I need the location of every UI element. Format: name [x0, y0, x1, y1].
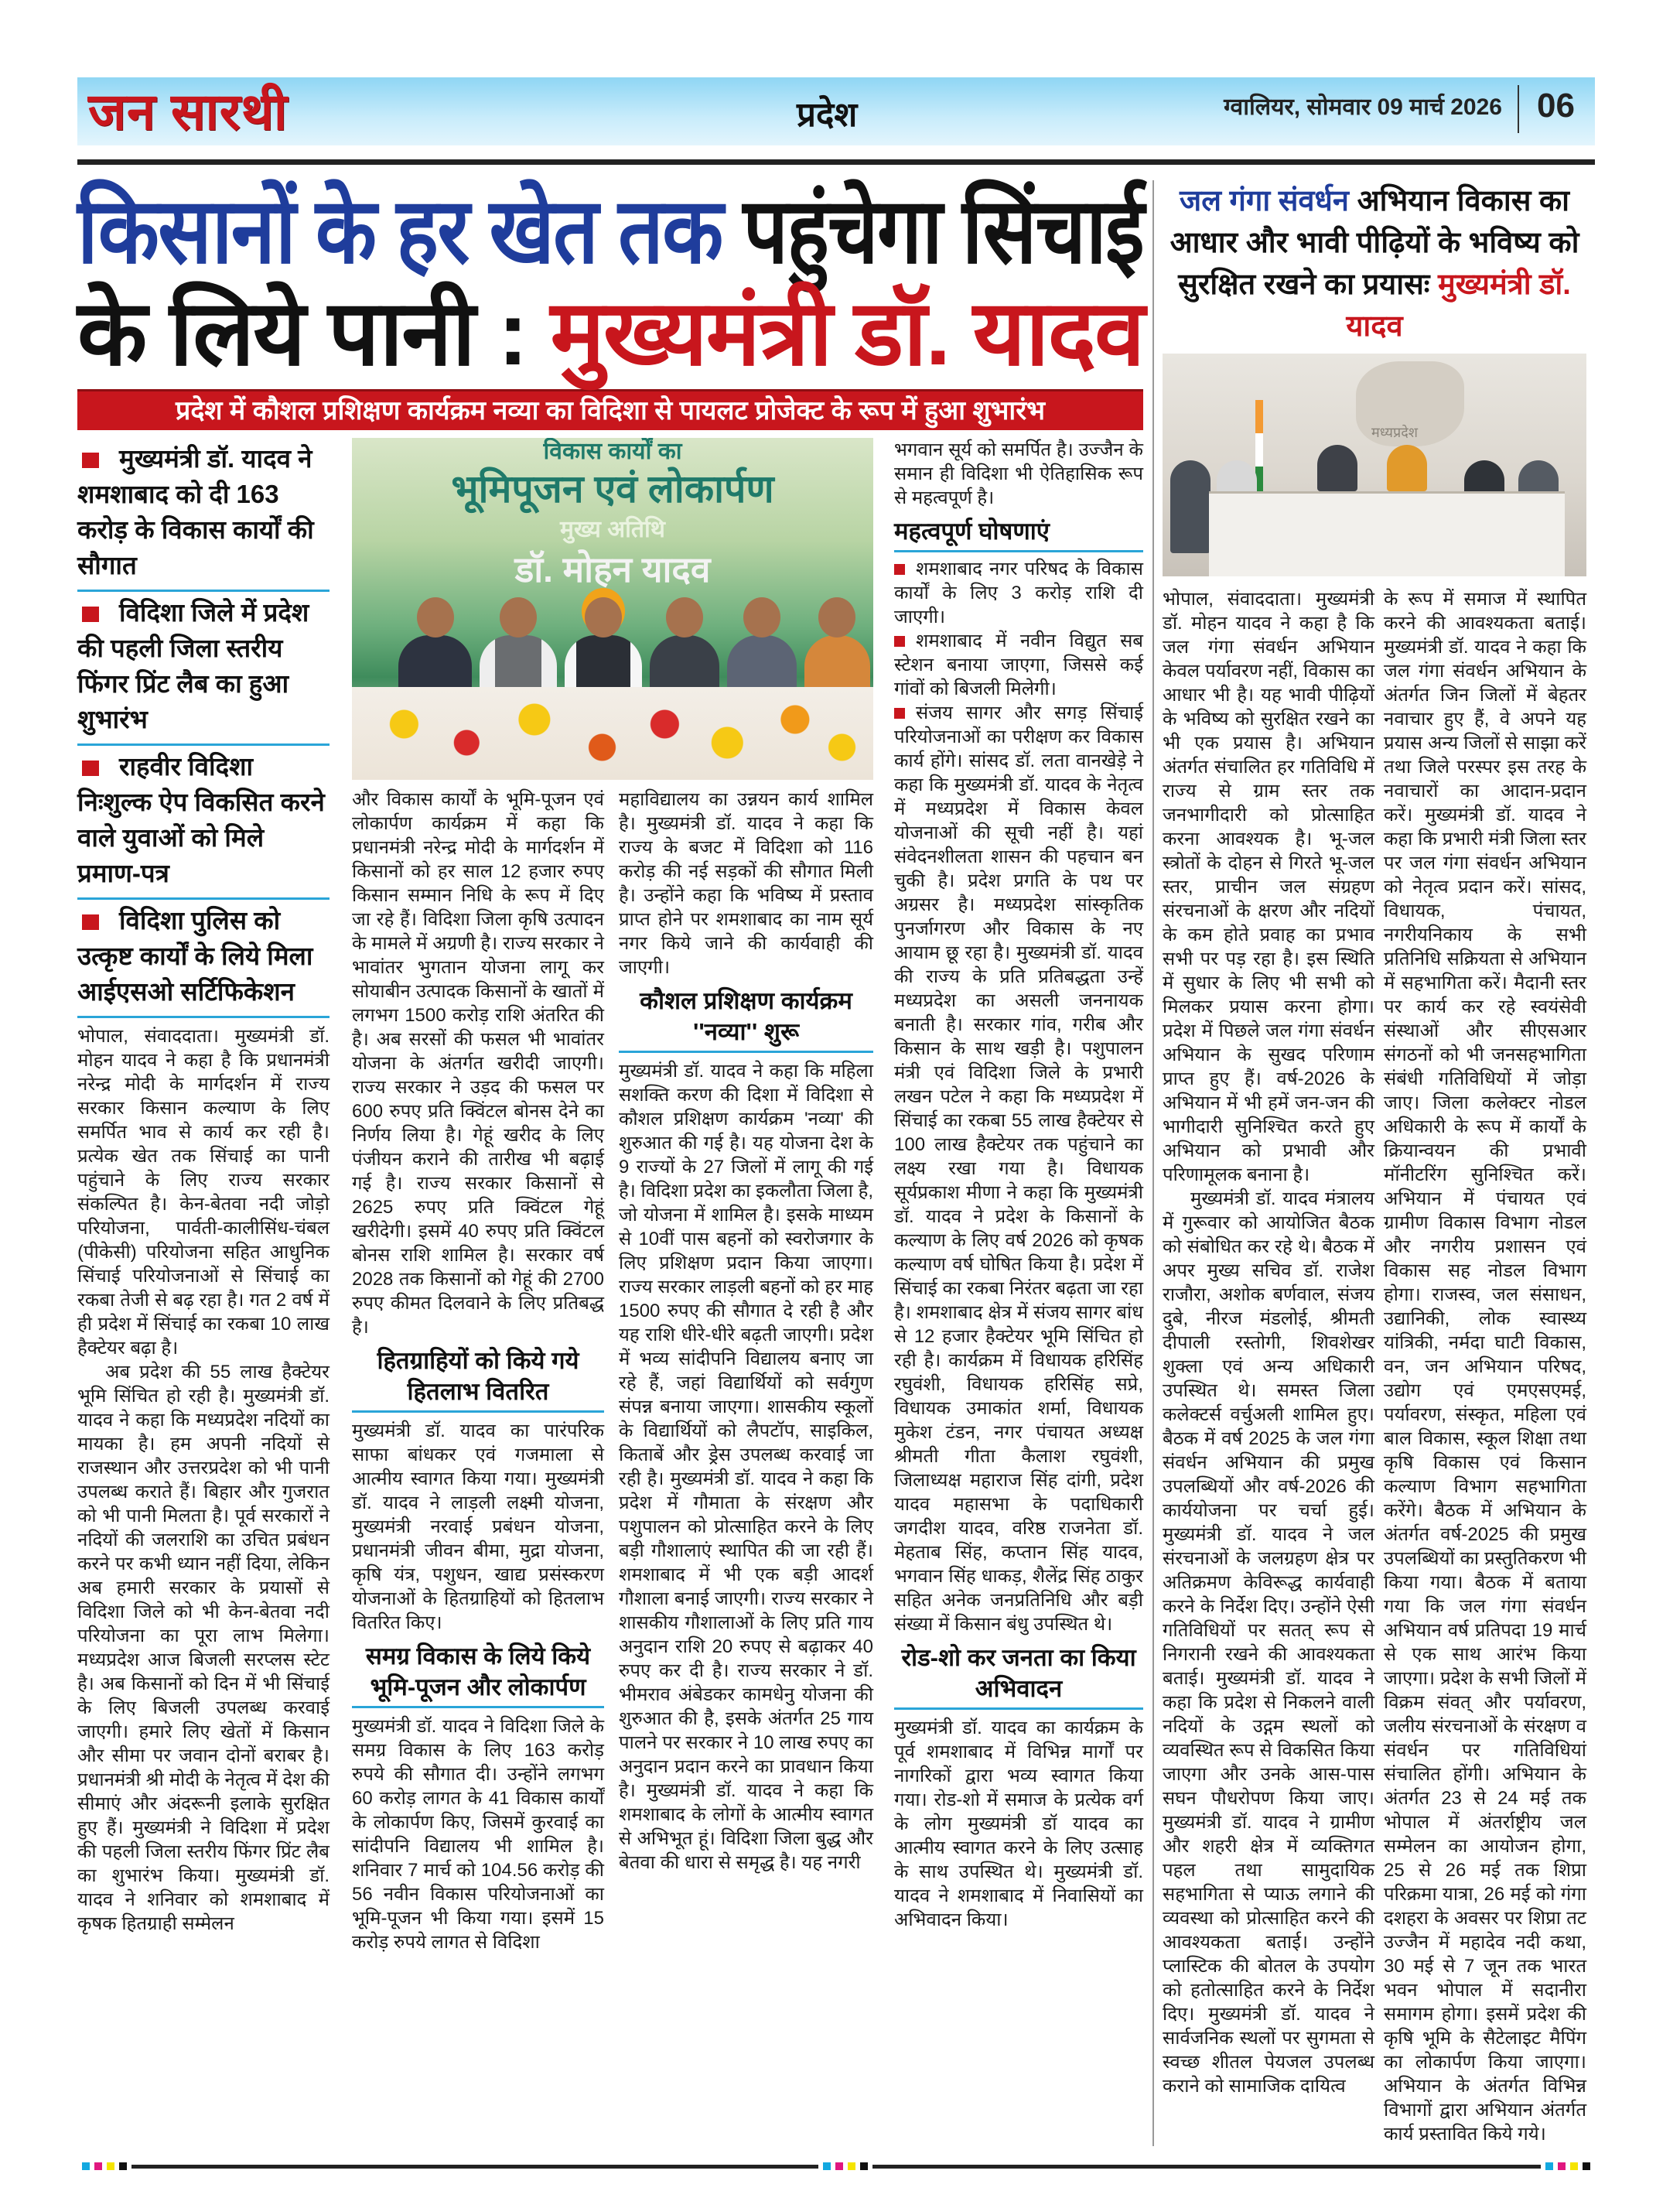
article-column-3 — [619, 788, 873, 1875]
subheading: कौशल प्रशिक्षण कार्यक्रम ''नव्या'' शुरू — [619, 986, 873, 1053]
headline-line-1 — [77, 180, 1143, 282]
flower-decoration — [352, 687, 873, 780]
black-mark — [119, 2162, 127, 2170]
column-divider — [1152, 180, 1154, 2146]
cyan-mark — [82, 2162, 90, 2170]
announcement-text: शमशाबाद में नवीन विद्युत सब स्टेशन बनाया जाएगा, जिससे कई गांवों को बिजली मिलेगी। — [894, 631, 1143, 699]
bullet-square-icon — [82, 761, 99, 776]
announcement-item — [894, 557, 1143, 629]
meeting-photo — [1163, 354, 1586, 576]
highlights-box — [77, 438, 330, 1018]
person-head-turban — [585, 597, 622, 637]
bullet-square-icon — [894, 708, 905, 719]
banner-text: प्रदेश में कौशल प्रशिक्षण कार्यक्रम नव्या का विदिशा से पायलट प्रोजेक्ट के रूप में हुआ शुभारंभ — [175, 396, 1046, 426]
article-paragraph: मुख्यमंत्री डॉ. यादव ने कहा कि महिला सशक्ति करण की दिशा में विदिशा से कौशल प्रशिक्षण कार्यक्रम 'नव्या' की शुरुआत की गई है। यह योजना देश के 9 राज्यों के 27 जिलों में लागू की गई है। विदिशा प्रदेश का इकलौता जिला है, जो योजना में शामिल है। इसके माध्यम से 10वीं पास बहनों को स्वरोजगार के लिए प्रशिक्षण प्रदान किया जाएगा। राज्य सरकार लाड़ली बहनों को हर माह 1500 रुपए की सौगात दे रही है और यह राशि धीरे-धीरे बढ़ती जाएगी। प्रदेश में भव्य सांदीपनि विद्यालय बनाए जा रहे हैं, जहां विद्यार्थियों को सर्वगुण संपन्न बनाया जाएगा। शासकीय स्कूलों के विद्यार्थियों को लैपटॉप, साइकिल, किताबें और ड्रेस उपलब्ध करवाई जा रही है। मुख्यमंत्री डॉ. यादव ने कहा कि प्रदेश में गौमाता के संरक्षण और पशुपालन को प्रोत्साहित करने के लिए बड़ी गौशालाएं स्थापित की जा रही हैं। शमशाबाद में भी एक बड़ी आदर्श गौशाला बनाई जाएगी। राज्य सरकार ने शासकीय गौशालाओं के लिए प्रति गाय अनुदान राशि 20 रुपए से बढ़ाकर 40 रुपए कर दी है। राज्य सरकार ने डॉ. भीमराव अंबेडकर कामधेनु योजना की शुरुआत की है, इसके अंतर्गत 25 गाय पालने पर सरकार ने 10 लाख रुपए का अनुदान प्रदान करने का प्रावधान किया है। मुख्यमंत्री डॉ. यादव ने कहा कि शमशाबाद के लोगों के आत्मीय स्वागत से अभिभूत हूं। विदिशा जिला बुद्ध और बेतवा की धारा से समृद्ध है। यह नगरी — [619, 1061, 873, 1873]
bullet-square-icon — [82, 453, 99, 468]
headline-line-2 — [77, 282, 1143, 385]
page-number: 06 — [1537, 87, 1575, 125]
red-banner-strapline — [77, 389, 1143, 430]
bullet-square-icon — [894, 564, 905, 575]
photo-backdrop-text: डॉ. मोहन यादव — [514, 549, 711, 590]
announcement-text: शमशाबाद नगर परिषद के विकास कार्यों के लिए 3 करोड़ राशि दी जाएगी। — [894, 559, 1143, 627]
person-figure — [1317, 445, 1357, 491]
article-column-4 — [894, 438, 1143, 1932]
headline-part-black: पहुंचेगा सिंचाई — [743, 180, 1143, 282]
lead-story-body — [77, 438, 1143, 1954]
registration-marks — [818, 2162, 872, 2170]
top-rule — [77, 159, 1595, 165]
article-paragraph: भोपाल, संवाददाता। मुख्यमंत्री डॉ. मोहन यादव ने कहा है कि जल गंगा संवर्धन अभियान केवल पर्यावरण नहीं, विकास का आधार भी है। यह भावी पीढ़ियों के भविष्य को सुरक्षित रखने का भी एक प्रयास है। अभियान अंतर्गत संचालित हर गतिविधि में राज्य से ग्राम स्तर तक जनभागीदारी को प्रोत्साहित करना आवश्यक है। भू-जल स्त्रोतों के दोहन से गिरते भू-जल स्तर, प्राचीन जल संग्रहण संरचनाओं के क्षरण और नदियों के कम होते प्रवाह का प्रभाव सभी पर पड़ रहा है। इस स्थिति में सुधार के लिए भी सभी को मिलकर प्रयास करना होगा। प्रदेश में पिछले जल गंगा संवर्धन अभियान के सुखद परिणाम प्राप्त हुए हैं। वर्ष-2026 के अभियान में भी हमें जन-जन की भागीदारी सुनिश्चित करते हुए अभियान को प्रभावी और परिणामूलक बनाना है। — [1163, 589, 1374, 1185]
side-story — [1163, 180, 1586, 2146]
person-head — [500, 597, 537, 637]
article-paragraph: मुख्यमंत्री डॉ. यादव मंत्रालय में गुरूवार को आयोजित बैठक को संबोधित कर रहे थे। बैठक में अपर मुख्य सचिव डॉ. राजेश राजौरा, अशोक बर्णवाल, संजय दुबे, नीरज मंडलोई, श्रीमती दीपाली रस्तोगी, शिवशेखर शुक्ला एवं अन्य अधिकारी उपस्थित थे। समस्त जिला कलेक्टर्स वर्चुअली शामिल हुए। बैठक में वर्ष 2025 के जल गंगा संवर्धन अभियान की प्रमुख उपलब्धियों और वर्ष-2026 की कार्ययोजना पर चर्चा हुई। मुख्यमंत्री डॉ. यादव ने जल संरचनाओं के जलग्रहण क्षेत्र पर अतिक्रमण केविरूद्ध कार्यवाही करने के निर्देश दिए। उन्होंने ऐसी गतिविधियों पर सतत् रूप से निगरानी रखने की आवश्यकता बताई। मुख्यमंत्री डॉ. यादव ने कहा कि प्रदेश से निकलने वाली नदियों के उद्गम स्थलों को व्यवस्थित रूप से विकसित किया जाएगा और उनके आस-पास सघन पौधरोपण किया जाए। मुख्यमंत्री डॉ. यादव ने ग्रामीण और शहरी क्षेत्र में व्यक्तिगत पहल तथा सामुदायिक सहभागिता से प्याऊ लगाने की व्यवस्था को प्रोत्साहित करने की आवश्यकता बताई। उन्होंने प्लास्टिक की बोतल के उपयोग को हतोत्साहित करने के निर्देश दिए। मुख्यमंत्री डॉ. यादव ने सार्वजनिक स्थलों पर सुगमता से स्वच्छ शीतल पेयजल उपलब्ध कराने को सामाजिक दायित्व — [1163, 1188, 1374, 2097]
highlight-item — [77, 746, 330, 900]
article-paragraph: महाविद्यालय का उन्नयन कार्य शामिल है। मुख्यमंत्री डॉ. यादव ने कहा कि राज्य के बजट में विदिशा को 116 करोड़ की नई सड़कों की सौगात मिली है। उन्होंने कहा कि भविष्य में प्रस्ताव प्राप्त होने पर शमशाबाद का नाम सूर्य नगर किये जाने की कार्यवाही की जाएगी। — [619, 789, 873, 978]
side-story-columns — [1163, 587, 1586, 2146]
side-headline-red: मुख्यमंत्री डॉ. यादव — [1346, 268, 1571, 343]
photo-backdrop-text: मुख्य अतिथि — [560, 517, 665, 542]
event-photo — [352, 438, 873, 780]
article-paragraph: भोपाल, संवाददाता। मुख्यमंत्री डॉ. मोहन यादव ने कहा है कि प्रधानमंत्री नरेन्द्र मोदी के मार्गदर्शन में राज्य सरकार किसान कल्याण के लिए समर्पित भाव से कार्य कर रही है। प्रत्येक खेत तक सिंचाई का पानी पहुंचाने के लिए राज्य सरकार संकल्पित है। केन-बेतवा नदी जोड़ो परियोजना, पार्वती-कालीसिंध-चंबल (पीकेसी) परियोजना सहित आधुनिक सिंचाई परियोजनाओं से सिंचाई का रकबा तेजी से बढ़ रहा है। गत 2 वर्ष में ही प्रदेश में सिंचाई का रकबा 10 लाख हैक्टेयर बढ़ा है। — [77, 1026, 330, 1359]
side-column-b — [1384, 587, 1586, 2146]
person-head — [417, 597, 454, 637]
subheading: समग्र विकास के लिये किये भूमि-पूजन और लोकार्पण — [352, 1641, 604, 1708]
person-figure-cm — [1387, 445, 1427, 491]
bullet-square-icon — [82, 914, 99, 930]
registration-marks — [77, 2162, 131, 2170]
page-footer — [77, 2157, 1595, 2176]
photo-backdrop-text: भूमिपूजन एवं लोकार्पण — [451, 467, 774, 511]
article-paragraph: के रूप में समाज में स्थापित करने की आवश्यकता बताई। मुख्यमंत्री डॉ. यादव ने कहा कि जल गंगा संवर्धन अभियान के अंतर्गत जिन जिलों में बेहतर नवाचार हुए हैं, वे अपने यह प्रयास अन्य जिलों से साझा करें तथा जिले परस्पर इस तरह के नवाचारों का आदान-प्रदान करें। मुख्यमंत्री डॉ. यादव ने कहा कि प्रभारी मंत्री जिला स्तर पर जल गंगा संवर्धन अभियान को नेतृत्व प्रदान करें। सांसद, विधायक, पंचायत, नगरीयनिकाय के सभी प्रतिनिधि सक्रियता से अभियान में सहभागिता करें। मैदानी स्तर पर कार्य कर रहे स्वयंसेवी संस्थाओं और सीएसआर संगठनों को भी जनसहभागिता संबंधी गतिविधियों में जोड़ा जाए। जिला कलेक्टर नोडल अधिकारी के रूप में कार्यों के क्रियान्वयन की प्रभावी मॉनीटरिंग सुनिश्चित करें। अभियान में पंचायत एवं ग्रामीण विकास विभाग नोडल और नगरीय प्रशासन एवं विकास सह नोडल विभाग होगा। राजस्व, जल संसाधन, उद्यानिकी, लोक स्वास्थ्य यांत्रिकी, नर्मदा घाटी विकास, वन, जन अभियान परिषद, उद्योग एवं एमएसएमई, पर्यावरण, संस्कृत, महिला एवं बाल विकास, स्कूल शिक्षा तथा कृषि विकास एवं किसान कल्याण विभाग सहभागिता करेंगे। बैठक में अभियान के अंतर्गत वर्ष-2025 की प्रमुख उपलब्धियों का प्रस्तुतिकरण भी किया गया। बैठक में बताया गया कि जल गंगा संवर्धन अभियान वर्ष प्रतिपदा 19 मार्च से एक साथ आरंभ किया जाएगा। प्रदेश के सभी जिलों में विक्रम संवत् और पर्यावरण, जलीय संरचनाओं के संरक्षण व संवर्धन पर गतिविधियां संचालित होंगी। अभियान के अंतर्गत 23 से 24 मई तक भोपाल में अंतर्राष्ट्रीय जल सम्मेलन का आयोजन होगा, 25 से 26 मई तक शिप्रा परिक्रमा यात्रा, 26 मई को गंगा दशहरा के अवसर पर शिप्रा तट उज्जैन में महादेव नदी कथा, 30 मई से 7 जून तक भारत भवन भोपाल में सदानीरा समागम होगा। इसमें प्रदेश की कृषि भूमि के सैटेलाइट मैपिंग का लोकार्पण किया जाएगा। अभियान के अंतर्गत विभिन्न विभागों द्वारा अभियान अंतर्गत कार्य प्रस्तावित किये गये। — [1384, 589, 1586, 2145]
announcement-item — [894, 629, 1143, 701]
side-story-headline — [1163, 180, 1586, 347]
article-paragraph: मुख्यमंत्री डॉ. यादव ने विदिशा जिले के समग्र विकास के लिए 163 करोड़ रुपये की सौगात दी। उन्होंने लगभग 60 करोड़ लागत के 41 विकास कार्यों के लोकार्पण किए, जिसमें कुरवाई का सांदीपनि विद्यालय भी शामिल है। शनिवार 7 मार्च को 104.56 करोड़ की 56 नवीन विकास परियोजनाओं का भूमि-पूजन भी किया गया। इसमें 15 करोड़ रुपये लागत से विदिशा — [352, 1716, 604, 1953]
bullet-square-icon — [894, 636, 905, 647]
article-paragraph: मुख्यमंत्री डॉ. यादव का कार्यक्रम के पूर्व शमशाबाद में विभिन्न मार्गों पर नागरिकों द्वारा भव्य स्वागत किया गया। रोड-शो में समाज के प्रत्येक वर्ग के लोग मुख्यमंत्री डॉ यादव का आत्मीय स्वागत करने के लिए उत्साह के साथ उपस्थित थे। मुख्यमंत्री डॉ. यादव ने शमशाबाद में निवासियों का अभिवादन किया। — [894, 1718, 1143, 1930]
highlight-text: विदिशा जिले में प्रदेश की पहली जिला स्तरीय फिंगर प्रिंट लैब का हुआ शुभारंभ — [77, 598, 309, 733]
person-head — [743, 597, 780, 637]
yellow-mark — [107, 2162, 114, 2170]
middle-columns — [352, 438, 873, 1954]
article-paragraph: भगवान सूर्य को समर्पित है। उज्जैन के समान ही विदिशा भी ऐतिहासिक रूप से महत्वपूर्ण है। — [894, 439, 1143, 508]
subheading: रोड-शो कर जनता का किया अभिवादन — [894, 1642, 1143, 1710]
highlight-item — [77, 438, 330, 592]
side-column-a — [1163, 587, 1374, 2098]
cyan-mark — [1545, 2162, 1553, 2170]
announcement-text: संजय सागर और सगड़ सिंचाई परियोजनाओं का परीक्षण कर विकास कार्य होंगे। — [894, 702, 1143, 771]
person-head — [818, 597, 855, 637]
article-column-2 — [352, 788, 604, 1954]
photo-backdrop-text: विकास कार्यों का — [543, 439, 682, 464]
newspaper-logo: जन सारथी — [88, 83, 288, 140]
magenta-mark — [94, 2162, 102, 2170]
headline-part-black-2: के लिये पानी : — [77, 282, 527, 385]
article-column-1 — [77, 1024, 330, 1936]
masthead — [77, 77, 1595, 145]
person-head — [666, 597, 703, 637]
highlight-text: मुख्यमंत्री डॉ. यादव ने शमशाबाद को दी 163 करोड़ के विकास कार्यों की सौगात — [77, 444, 314, 579]
magenta-mark — [1558, 2162, 1566, 2170]
side-headline-blue: जल गंगा संवर्धन — [1180, 185, 1350, 217]
edition-dateline: ग्वालियर, सोमवार 09 मार्च 2026 — [1224, 94, 1502, 120]
registration-marks — [1541, 2162, 1595, 2170]
headline-part-red: मुख्यमंत्री डॉ. यादव — [550, 282, 1144, 385]
article-paragraph: अब प्रदेश की 55 लाख हैक्टेयर भूमि सिंचित हो रही है। मुख्यमंत्री डॉ. यादव ने कहा कि मध्यप्रदेश नदियों का मायका है। हम अपनी नदियों से राजस्थान और उत्तरप्रदेश को भी पानी उपलब्ध कराते हैं। बिहार और गुजरात को भी पानी मिलता है। पूर्व सरकारों ने नदियों की जलराशि का उचित प्रबंधन करने पर कभी ध्यान नहीं दिया, लेकिन अब हमारी सरकार के प्रयासों से विदिशा जिले को भी केन-बेतवा नदी परियोजना का पूरा लाभ मिलेगा। मध्यप्रदेश आज बिजली सरप्लस स्टेट है। अब किसानों को दिन में भी सिंचाई के लिए बिजली उपलब्ध करवाई जाएगी। हमारे लिए खेतों में किसान और सीमा पर जवान दोनों बराबर है। प्रधानमंत्री श्री मोदी के नेतृत्व में देश की सीमाएं और अंदरूनी इलाके सुरक्षित हुए हैं। मुख्यमंत्री ने विदिशा में प्रदेश की पहली जिला स्तरीय फिंगर प्रिंट लैब का शुभारंभ किया। मुख्यमंत्री डॉ. यादव ने शनिवार को शमशाबाद में कृषक हितग्राही सम्मेलन — [77, 1362, 330, 1934]
section-name: प्रदेश — [797, 96, 858, 134]
article-paragraph: सांसद डॉ. लता वानखेड़े ने कहा कि मुख्यमंत्री डॉ. यादव के नेतृत्व में मध्यप्रदेश में विकास केवल योजनाओं की सूची नहीं है। यहां संवेदनशीलता शासन की पहचान बन चुकी है। प्रदेश प्रगति के पथ पर अग्रसर है। मध्यप्रदेश सांस्कृतिक पुनर्जागरण और विकास के नए आयाम छू रहा है। मुख्यमंत्री डॉ. यादव की राज्य के प्रति प्रतिबद्धता उन्हें मध्यप्रदेश का असली जननायक बनाती है। सरकार गांव, गरीब और किसान के साथ खड़ी है। पशुपालन मंत्री एवं विदिशा जिले के प्रभारी लखन पटेल ने कहा कि मध्यप्रदेश में सिंचाई का रकबा 55 लाख हैक्टेयर से 100 लाख हैक्टेयर तक पहुंचाने का लक्ष्य रखा गया है। विधायक सूर्यप्रकाश मीणा ने कहा कि मुख्यमंत्री डॉ. यादव ने प्रदेश के किसानों के कल्याण के लिए वर्ष 2026 को कृषक कल्याण वर्ष घोषित किया है। प्रदेश में सिंचाई का रकबा निरंतर बढ़ता जा रहा है। शमशाबाद क्षेत्र में संजय सागर बांध से 12 हजार हैक्टेयर भूमि सिंचित हो रही है। कार्यक्रम में विधायक हरिसिंह रघुवंशी, विधायक हरिसिंह सप्रे, विधायक उमाकांत शर्मा, विधायक मुकेश टंडन, नगर पंचायत अध्यक्ष श्रीमती गीता कैलाश रघुवंशी, जिलाध्यक्ष महाराज सिंह दांगी, प्रदेश यादव महासभा के पदाधिकारी जगदीश यादव, वरिष्ठ राजनेता डॉ. मेहताब सिंह, कप्तान सिंह यादव, भगवान सिंह धाकड़, शैलेंद्र सिंह ठाकुर सहित अनेक जनप्रतिनिधि और बड़ी संख्या में किसान बंधु उपस्थित थे। — [894, 750, 1143, 1635]
announcement-item — [894, 701, 1143, 1636]
bullet-square-icon — [82, 607, 99, 622]
left-column — [77, 438, 330, 1936]
article-paragraph: मुख्यमंत्री डॉ. यादव का पारंपरिक साफा बांधकर एवं गजमाला से आत्मीय स्वागत किया गया। मुख्यमंत्री डॉ. यादव ने लाड़ली लक्ष्मी योजना, मुख्यमंत्री नरवाई प्रबंधन योजना, प्रधानमंत्री जीवन बीमा, मुद्रा योजना, कृषि यंत्र, पशुधन, खाद्य प्रसंस्करण योजनाओं के हितग्राहियों को हितलाभ वितरित किए। — [352, 1420, 604, 1633]
subheading: हितग्राहियों को किये गये हितलाभ वितरित — [352, 1345, 604, 1413]
lead-story — [77, 180, 1143, 2146]
black-mark — [860, 2162, 868, 2170]
highlight-text: राहवीर विदिशा निःशुल्क ऐप विकसित करने वाले युवाओं को मिले प्रमाण-पत्र — [77, 752, 325, 887]
middle-text-row — [352, 788, 873, 1954]
cyan-mark — [823, 2162, 831, 2170]
headline-part-blue: किसानों के हर खेत तक — [77, 180, 722, 282]
highlight-item — [77, 592, 330, 746]
highlight-text: विदिशा पुलिस को उत्कृष्ट कार्यों के लिये मिला आईएसओ सर्टिफिकेशन — [77, 906, 313, 1006]
yellow-mark — [1570, 2162, 1578, 2170]
divider — [1518, 85, 1519, 133]
yellow-mark — [848, 2162, 855, 2170]
main-headline — [77, 180, 1143, 385]
page-content — [77, 180, 1595, 2146]
highlight-item — [77, 900, 330, 1018]
subheading: महत्वपूर्ण घोषणाएं — [894, 516, 1143, 552]
article-paragraph: और विकास कार्यों के भूमि-पूजन एवं लोकार्पण कार्यक्रम में कहा कि प्रधानमंत्री नरेन्द्र मोदी के मार्गदर्शन में किसानों को हर साल 12 हजार रुपए किसान सम्मान निधि के रूप में दिए जा रहे हैं। विदिशा जिला कृषि उत्पादन के मामले में अग्रणी है। राज्य सरकार ने भावांतर भुगतान योजना लागू कर सोयाबीन उत्पादक किसानों के खातों में लगभग 1500 करोड़ राशि अंतरित की है। अब सरसों की फसल भी भावांतर योजना के अंतर्गत खरीदी जाएगी। राज्य सरकार ने उड़द की फसल पर 600 रुपए प्रति क्विंटल बोनस देने का निर्णय लिया है। गेहूं खरीद के लिए पंजीयन कराने की तारीख भी बढ़ाई गई है। राज्य सरकार किसानों से 2625 रुपए प्रति क्विंटल गेहूं खरीदेगी। इसमें 40 रुपए प्रति क्विंटल बोनस राशि शामिल है। सरकार वर्ष 2028 तक किसानों को गेहूं की 2700 रुपए कीमत दिलवाने के लिए प्रतिबद्ध है। — [352, 789, 604, 1338]
magenta-mark — [835, 2162, 843, 2170]
black-mark — [1583, 2162, 1590, 2170]
conference-table — [1209, 491, 1565, 576]
photo-wall-text: मध्यप्रदेश — [1371, 425, 1419, 440]
side-headline-black: अभियान विकास का आधार और भावी पीढ़ियों के भविष्य को सुरक्षित रखने का प्रयासः — [1170, 185, 1579, 301]
person-figure — [1170, 460, 1210, 553]
